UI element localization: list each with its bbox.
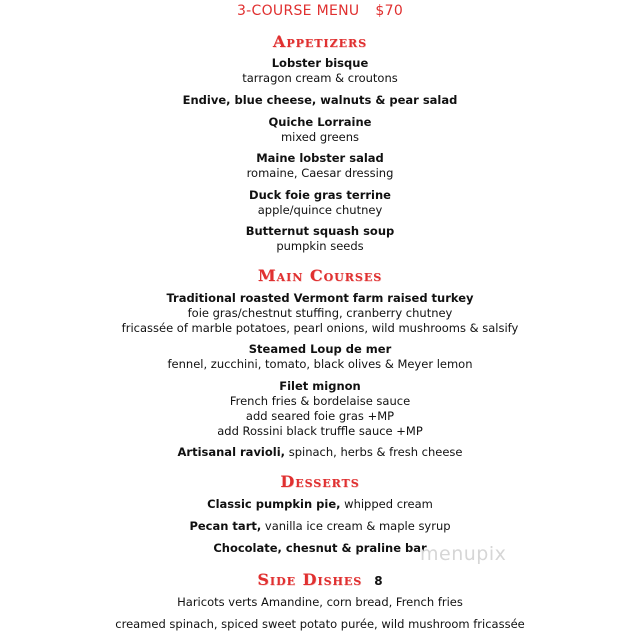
menu-price: $70 <box>375 3 404 19</box>
menupix-watermark: menupix <box>420 543 507 565</box>
dish-line <box>0 497 640 512</box>
dish-line <box>0 519 640 534</box>
dish-name: Pecan tart, <box>189 519 262 533</box>
dish-description: apple/quince chutney <box>257 203 383 217</box>
dish-description: pumpkin seeds <box>276 239 364 253</box>
section-title-main-courses: Main Courses <box>257 266 383 285</box>
dish-description: fennel, zucchini, tomato, black olives & Meyer lemon <box>167 357 473 371</box>
menu-title: 3-COURSE MENU <box>236 3 360 19</box>
dish-name: Artisanal ravioli, <box>177 445 286 459</box>
dish-name: Traditional roasted Vermont farm raised turkey <box>166 291 474 305</box>
menu-header <box>0 3 640 19</box>
section-title-side-dishes <box>0 570 640 589</box>
dish-line <box>0 445 640 460</box>
dish-description: whipped cream <box>340 497 433 511</box>
dish-description: vanilla ice cream & maple syrup <box>261 519 451 533</box>
dish-name: Quiche Lorraine <box>268 115 372 129</box>
side-dishes-line: creamed spinach, spiced sweet potato purée, wild mushroom fricassée <box>115 617 525 631</box>
dish-name: Lobster bisque <box>271 56 369 70</box>
side-dishes-title: Side Dishes <box>257 570 363 589</box>
dish-description: romaine, Caesar dressing <box>246 166 394 180</box>
dish-description: mixed greens <box>280 130 360 144</box>
section-title-appetizers: Appetizers <box>272 32 368 51</box>
dish-description: add seared foie gras +MP <box>245 409 395 423</box>
dish-description: fricassée of marble potatoes, pearl onions, wild mushrooms & salsify <box>121 321 519 335</box>
dish-name: Filet mignon <box>279 379 361 393</box>
dish-name: Steamed Loup de mer <box>248 342 392 356</box>
dish-description: add Rossini black truffle sauce +MP <box>217 424 423 438</box>
dish-description: tarragon cream & croutons <box>242 71 398 85</box>
section-title-desserts: Desserts <box>280 472 360 491</box>
dish-name: Endive, blue cheese, walnuts & pear salad <box>182 93 458 107</box>
dish-name: Classic pumpkin pie, <box>207 497 341 511</box>
dish-description: foie gras/chestnut stuffing, cranberry chutney <box>187 306 453 320</box>
dish-name: Duck foie gras terrine <box>249 188 391 202</box>
dish-description: French fries & bordelaise sauce <box>229 394 411 408</box>
side-dishes-price: 8 <box>374 574 383 588</box>
side-dishes-line: Haricots verts Amandine, corn bread, French fries <box>177 595 463 609</box>
dish-name: Butternut squash soup <box>245 224 395 238</box>
dish-description: spinach, herbs & fresh cheese <box>285 445 463 459</box>
dish-name: Maine lobster salad <box>256 151 384 165</box>
dish-name: Chocolate, chesnut & praline bar <box>213 541 427 555</box>
